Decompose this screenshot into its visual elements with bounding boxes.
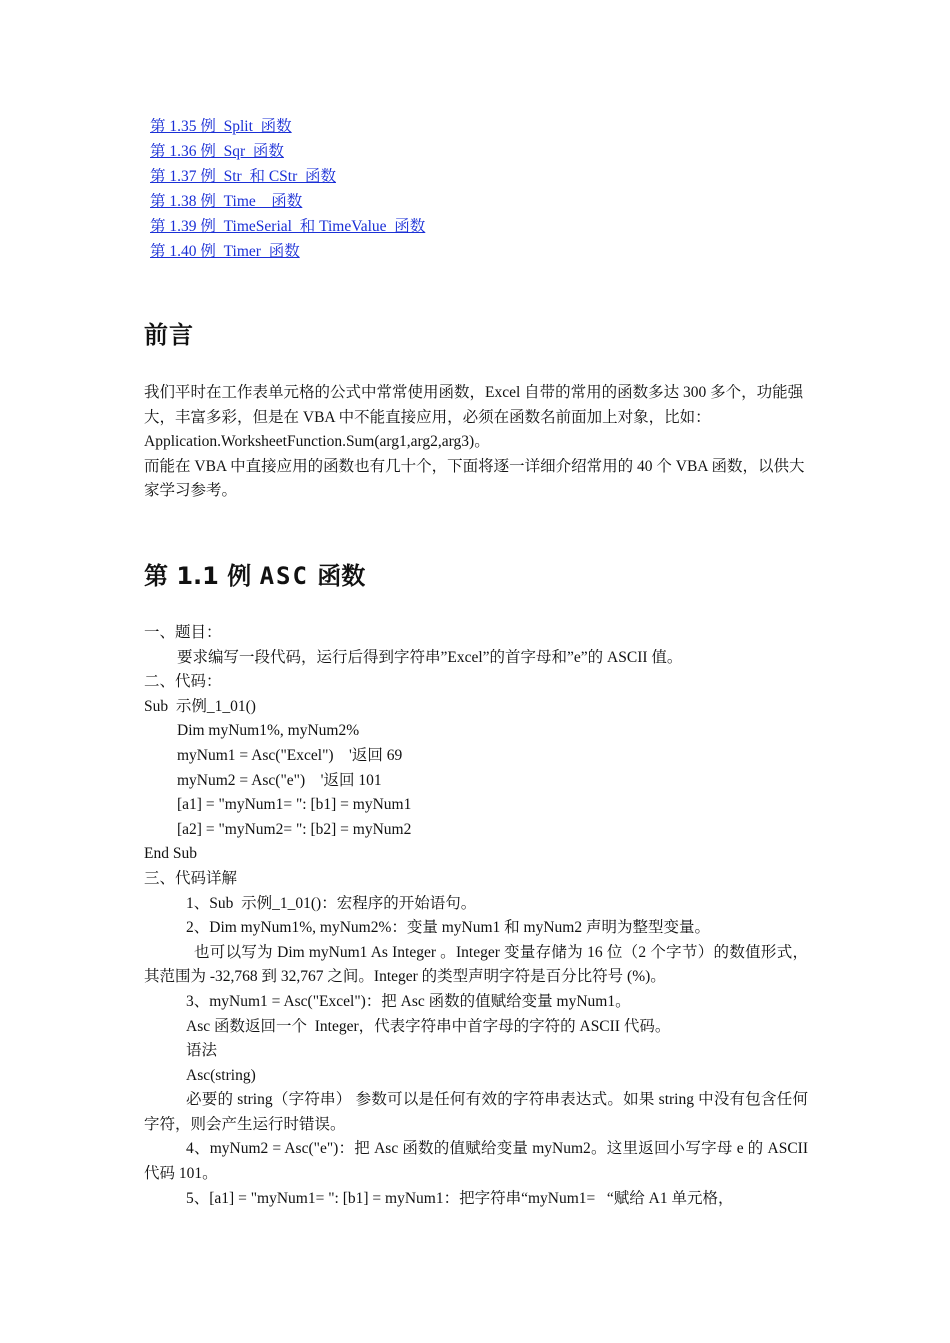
preface-paragraph-1: 我们平时在工作表单元格的公式中常常使用函数，Excel 自带的常用的函数多达 300 多个，功能强大，丰富多彩，但是在 VBA 中不能直接应用，必须在函数名前面加上对象，比如：Application.WorksheetFunction.Sum(arg1,arg2,arg3)。: [144, 384, 804, 451]
task-title: 一、题目：: [144, 624, 222, 641]
explain-4: 4、myNum2 = Asc("e")：把 Asc 函数的值赋给变量 myNum2。这里返回小写字母 e 的 ASCII 代码 101。: [144, 1140, 808, 1183]
toc-link-str-cstr[interactable]: 第 1.37 例 Str 和 CStr 函数: [150, 168, 337, 185]
code-line-mynum2: myNum2 = Asc("e") '返回 101: [177, 771, 382, 789]
explain-3: 3、myNum1 = Asc("Excel")：把 Asc 函数的值赋给变量 myNum1。: [186, 992, 631, 1010]
explain-2-detail: 也可以写为 Dim myNum1 As Integer 。Integer 变量存储为 16 位（2 个字节）的数值形式，其范围为 -32,768 到 32,767 之间。Integer 的类型声明字符是百分比符号 (%)。: [144, 943, 808, 986]
table-of-contents: [150, 114, 425, 264]
explain-3-param: 必要的 string（字符串） 参数可以是任何有效的字符串表达式。如果 string 中没有包含任何字符，则会产生运行时错误。: [144, 1091, 808, 1133]
code-line-a1: [a1] = "myNum1= ": [b1] = myNum1: [177, 796, 412, 814]
code-line-a2: [a2] = "myNum2= ": [b2] = myNum2: [177, 820, 412, 838]
code-line-dim: Dim myNum1%, myNum2%: [177, 722, 360, 740]
code-line-endsub: End Sub: [144, 845, 197, 863]
toc-link-split[interactable]: 第 1.35 例 Split 函数: [150, 118, 292, 135]
section-heading-suffix: 函数: [308, 562, 366, 590]
explain-5: 5、[a1] = "myNum1= ": [b1] = myNum1：把字符串“myNum1= “赋给 A1 单元格，: [186, 1189, 734, 1207]
preface-heading: 前言: [144, 321, 194, 349]
code-line-mynum1: myNum1 = Asc("Excel") '返回 69: [177, 746, 403, 764]
preface-text: [144, 381, 808, 504]
explain-title: 三、代码详解: [144, 869, 238, 887]
explain-3-detail: Asc 函数返回一个 Integer，代表字符串中首字母的字符的 ASCII 代码。: [186, 1017, 671, 1035]
section-heading: [144, 558, 365, 594]
section-body: [144, 621, 808, 1211]
task-text: 要求编写一段代码，运行后得到字符串”Excel”的首字母和”e”的 ASCII 值。: [177, 648, 683, 666]
toc-link-time[interactable]: 第 1.38 例 Time 函数: [150, 193, 303, 210]
explain-2: 2、Dim myNum1%, myNum2%：变量 myNum1 和 myNum2 声明为整型变量。: [186, 919, 710, 937]
preface-paragraph-2: 而能在 VBA 中直接应用的函数也有几十个，下面将逐一详细介绍常用的 40 个 VBA 函数，以供大家学习参考。: [144, 457, 805, 500]
explain-1: 1、Sub 示例_1_01()：宏程序的开始语句。: [186, 894, 477, 912]
code-line-sub: Sub 示例_1_01(): [144, 697, 256, 715]
code-title: 二、代码：: [144, 673, 222, 691]
section-heading-prefix: 第 1.1 例: [144, 562, 260, 590]
syntax-code: Asc(string): [186, 1066, 256, 1084]
syntax-label: 语法: [186, 1042, 218, 1060]
section-heading-code: ASC: [259, 562, 309, 590]
toc-link-timeserial[interactable]: 第 1.39 例 TimeSerial 和 TimeValue 函数: [150, 218, 426, 235]
toc-link-timer[interactable]: 第 1.40 例 Timer 函数: [150, 243, 300, 260]
toc-link-sqr[interactable]: 第 1.36 例 Sqr 函数: [150, 143, 284, 160]
